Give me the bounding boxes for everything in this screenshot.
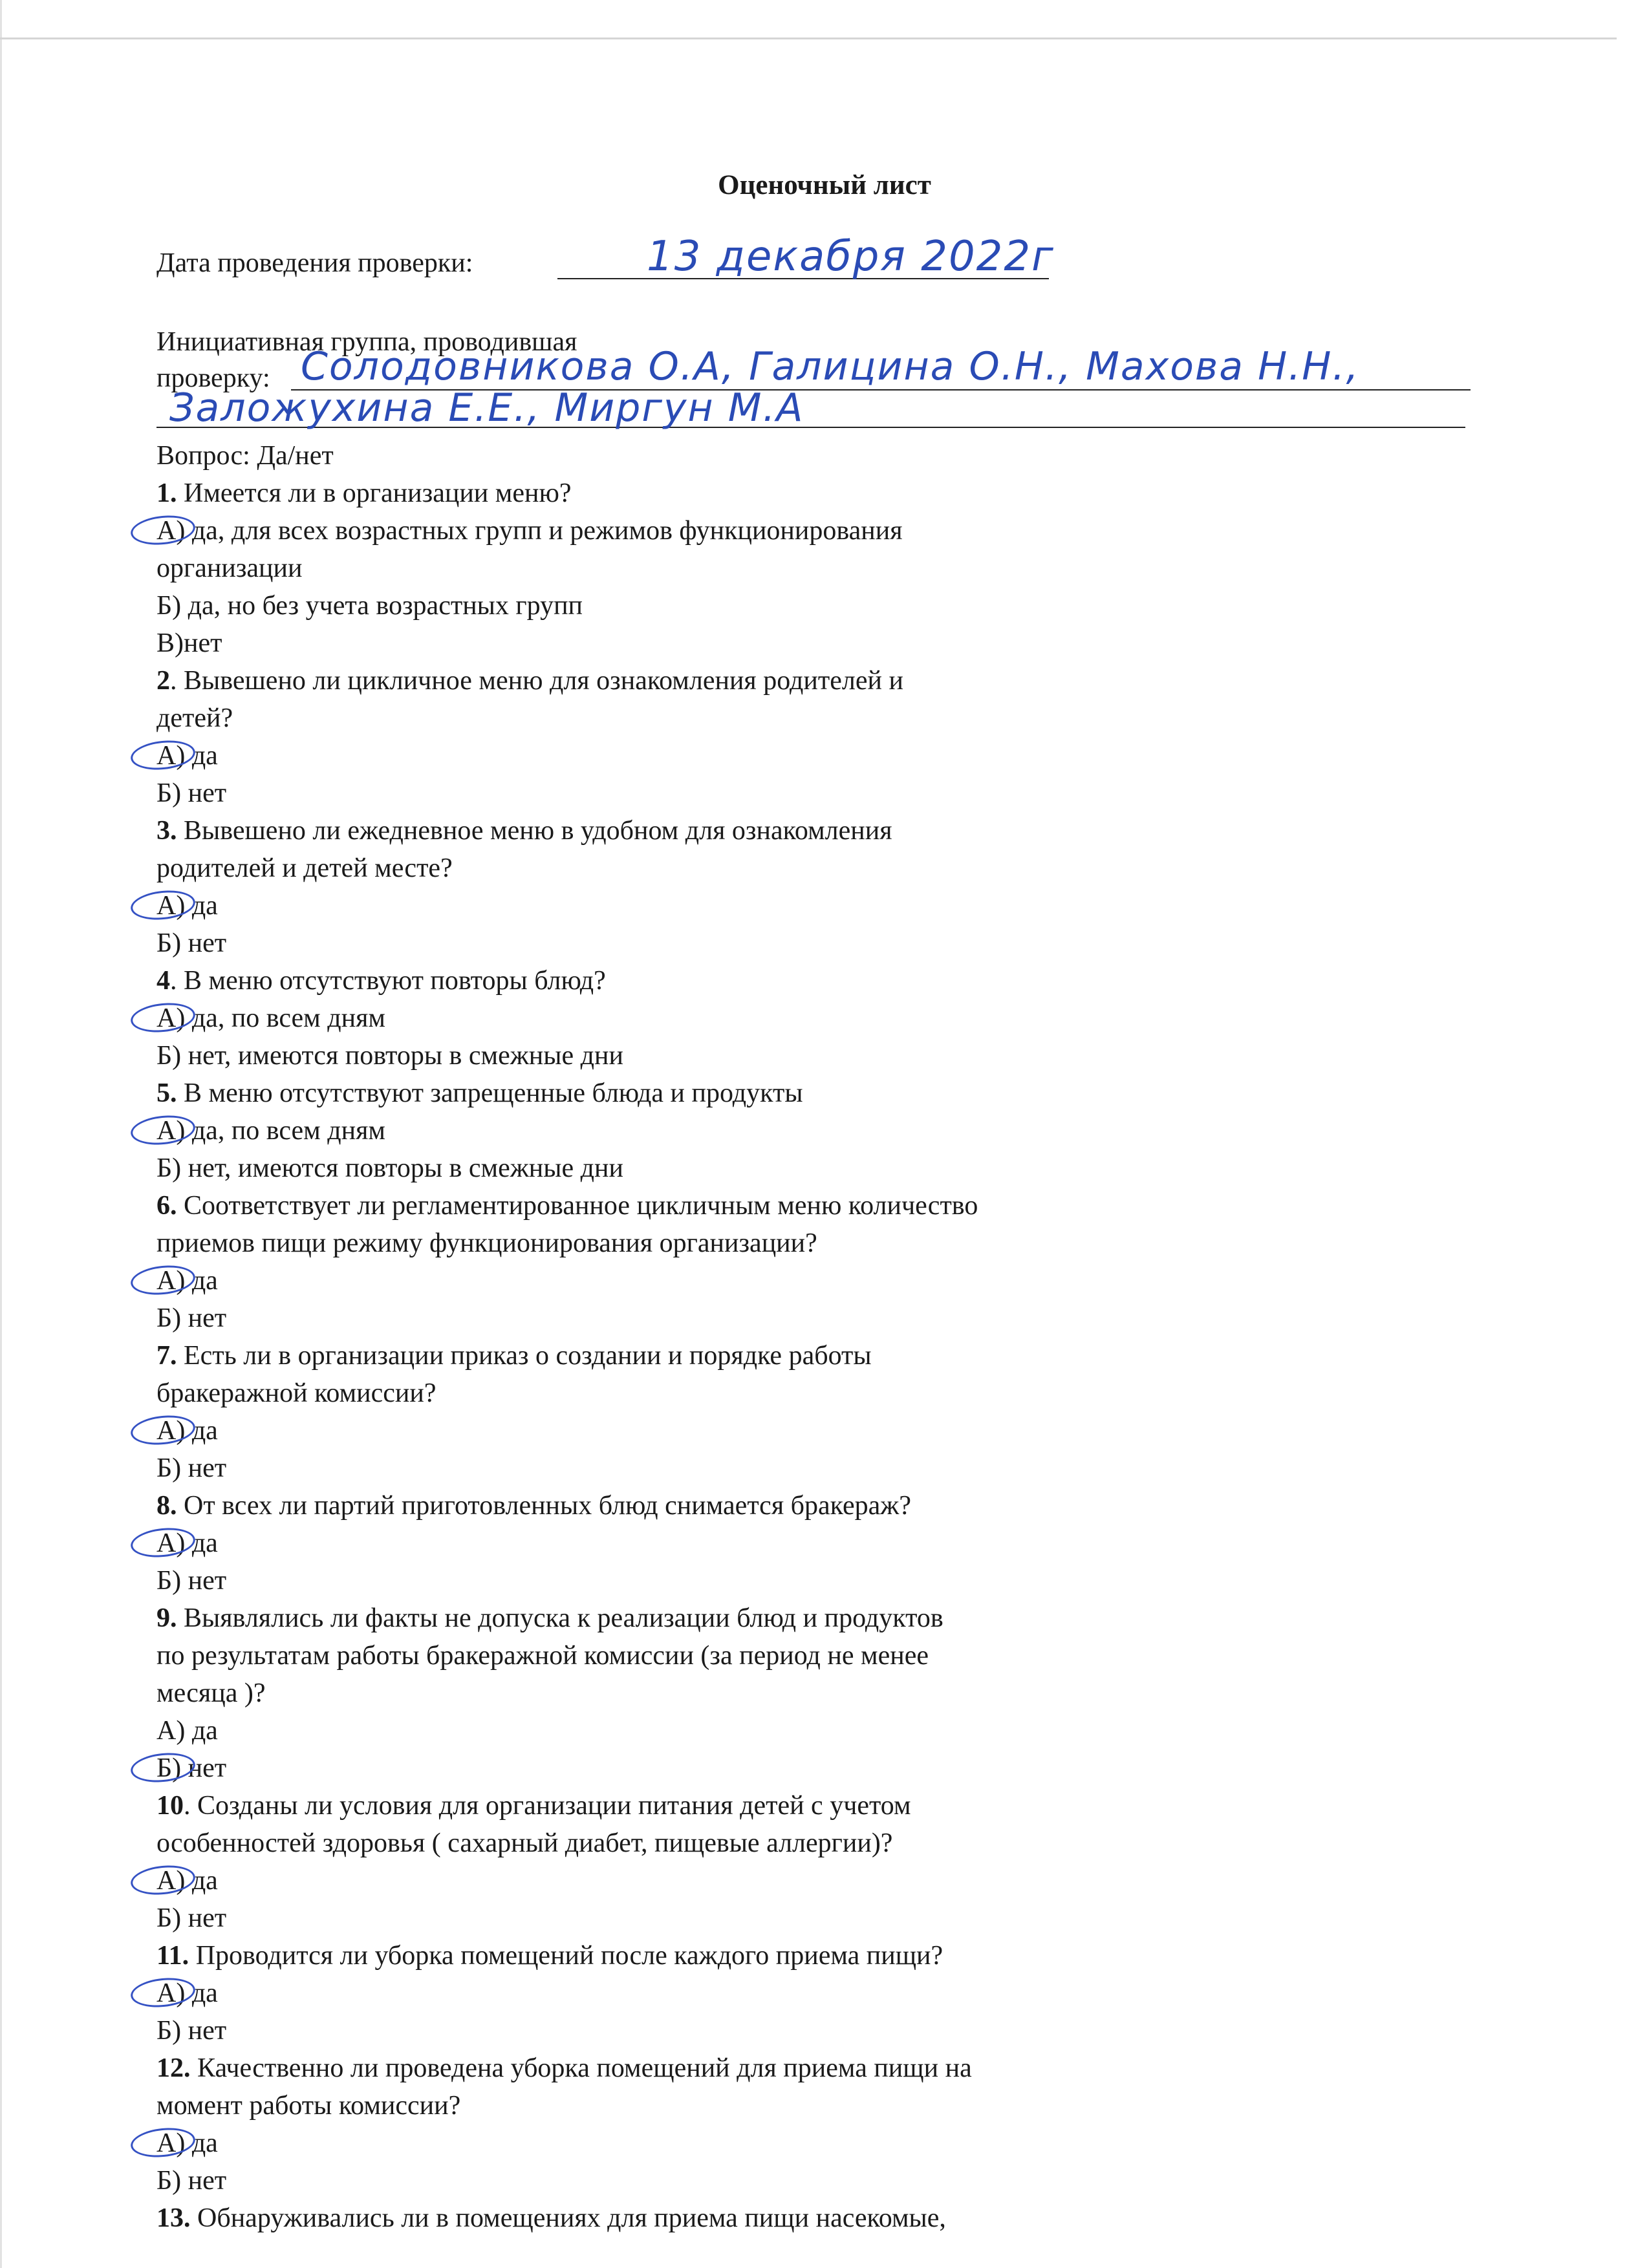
question-number: 12. xyxy=(156,2053,191,2083)
line-text: приемов пищи режиму функционирования организации? xyxy=(156,1228,817,1258)
questionnaire-body xyxy=(156,437,1256,2237)
answer-line xyxy=(156,1150,1256,1187)
answer-line xyxy=(156,625,1256,662)
line-text: организации xyxy=(156,553,303,583)
line-text: Б) нет, имеются повторы в смежные дни xyxy=(156,1041,623,1071)
line-text: А) да xyxy=(156,741,218,771)
answer-line xyxy=(156,1262,1256,1300)
question-number: 11. xyxy=(156,1941,189,1971)
question-line xyxy=(156,1599,1256,1637)
date-label: Дата проведения проверки: xyxy=(156,248,473,278)
date-handwritten: 13 декабря 2022г xyxy=(647,233,1055,281)
line-text: Б) нет xyxy=(156,928,227,958)
line-text: Б) нет, имеются повторы в смежные дни xyxy=(156,1153,623,1183)
question-number: 4 xyxy=(156,966,170,996)
answer-line xyxy=(156,1562,1256,1599)
answer-line xyxy=(156,1300,1256,1337)
line-text: месяца )? xyxy=(156,1678,266,1708)
answer-line xyxy=(156,775,1256,812)
answer-line xyxy=(156,1824,1256,1862)
answer-line xyxy=(156,587,1256,625)
answer-line xyxy=(156,1862,1256,1899)
answer-line xyxy=(156,700,1256,737)
line-text: родителей и детей месте? xyxy=(156,853,453,883)
line-text: А) да xyxy=(156,1716,218,1746)
answer-line xyxy=(156,850,1256,887)
answer-line xyxy=(156,1000,1256,1037)
question-line xyxy=(156,1337,1256,1375)
line-text: Вопрос: Да/нет xyxy=(156,441,334,471)
line-text: особенностей здоровья ( сахарный диабет, пищевые аллергии)? xyxy=(156,1828,893,1858)
document-title: Оценочный лист xyxy=(718,170,931,200)
question-line xyxy=(156,812,1256,850)
line-text: Б) нет xyxy=(156,1303,227,1333)
question-number: 7. xyxy=(156,1341,177,1371)
answer-line xyxy=(156,2012,1256,2049)
line-text: В)нет xyxy=(156,628,222,658)
answer-line xyxy=(156,1112,1256,1150)
question-line xyxy=(156,962,1256,1000)
question-line xyxy=(156,1487,1256,1524)
line-text: А) да xyxy=(156,1266,218,1296)
answer-line xyxy=(156,1225,1256,1262)
question-line xyxy=(156,1075,1256,1112)
answer-line xyxy=(156,1974,1256,2012)
question-line xyxy=(156,1187,1256,1225)
line-text: От всех ли партий приготовленных блюд снимается бракераж? xyxy=(177,1491,911,1521)
question-line xyxy=(156,662,1256,700)
answer-line xyxy=(156,1712,1256,1749)
line-text: Б) нет xyxy=(156,1453,227,1483)
question-line xyxy=(156,1787,1256,1824)
group-handwritten-line1: Солодовникова О.А, Галицина О.Н., Махова Н.Н., xyxy=(301,344,1360,389)
line-text: Б) да, но без учета возрастных групп xyxy=(156,591,583,621)
answer-line xyxy=(156,1375,1256,1412)
line-text: А) да xyxy=(156,1528,218,1558)
line-text: А) да xyxy=(156,891,218,921)
line-text: Б) нет xyxy=(156,1566,227,1596)
group-label-line2: проверку: xyxy=(156,363,270,393)
question-line xyxy=(156,2199,1256,2237)
question-number: 1. xyxy=(156,478,177,508)
answer-line xyxy=(156,887,1256,925)
line-text: по результатам работы бракеражной комиссии (за период не менее xyxy=(156,1641,929,1671)
question-number: 6. xyxy=(156,1191,177,1221)
line-text: Соответствует ли регламентированное цикличным меню количество xyxy=(177,1191,978,1221)
line-text: Б) нет xyxy=(156,2016,227,2046)
line-text: Качественно ли проведена уборка помещений для приема пищи на xyxy=(190,2053,972,2083)
question-number: 5. xyxy=(156,1078,177,1108)
line-text: Б) нет xyxy=(156,1903,227,1933)
line-text: Имеется ли в организации меню? xyxy=(177,478,572,508)
question-number: 8. xyxy=(156,1491,177,1521)
scan-top-edge xyxy=(0,37,1617,39)
answer-line xyxy=(156,1037,1256,1075)
answer-line xyxy=(156,1674,1256,1712)
answer-line xyxy=(156,512,1256,550)
line-text: Б) нет xyxy=(156,1753,227,1783)
group-label-line1: Инициативная группа, проводившая xyxy=(156,327,577,357)
line-text: Есть ли в организации приказ о создании и порядке работы xyxy=(177,1341,872,1371)
question-line xyxy=(156,1937,1256,1974)
line-text: Проводится ли уборка помещений после каждого приема пищи? xyxy=(189,1941,943,1971)
line-text: . Созданы ли условия для организации питания детей с учетом xyxy=(184,1791,911,1821)
line-text: А) да xyxy=(156,2128,218,2158)
line-text: детей? xyxy=(156,703,233,733)
question-number: 2 xyxy=(156,666,170,696)
answer-line xyxy=(156,1524,1256,1562)
question-line xyxy=(156,2049,1256,2087)
answer-line xyxy=(156,1450,1256,1487)
line-text: бракеражной комиссии? xyxy=(156,1378,436,1408)
line-text: А) да xyxy=(156,1416,218,1446)
line-text: В меню отсутствуют запрещенные блюда и продукты xyxy=(177,1078,803,1108)
scan-left-edge xyxy=(0,0,2,2268)
question-number: 13. xyxy=(156,2203,191,2233)
answer-line xyxy=(156,2162,1256,2199)
line-text: Вывешено ли ежедневное меню в удобном для ознакомления xyxy=(177,816,892,846)
line-text: Обнаруживались ли в помещениях для приема пищи насекомые, xyxy=(190,2203,946,2233)
answer-line xyxy=(156,925,1256,962)
line-text: Б) нет xyxy=(156,778,227,808)
answer-line xyxy=(156,1899,1256,1937)
line-text: А) да xyxy=(156,1978,218,2008)
line-text: А) да, по всем дням xyxy=(156,1003,386,1033)
question-line xyxy=(156,475,1256,512)
answer-line xyxy=(156,1412,1256,1450)
line-text: Б) нет xyxy=(156,2166,227,2196)
answer-line xyxy=(156,1637,1256,1674)
line-text: . Вывешено ли цикличное меню для ознакомления родителей и xyxy=(170,666,903,696)
line-text: А) да, для всех возрастных групп и режимов функционирования xyxy=(156,516,903,546)
answer-line xyxy=(156,437,1256,475)
answer-line xyxy=(156,2087,1256,2124)
answer-line xyxy=(156,2124,1256,2162)
question-number: 10 xyxy=(156,1791,184,1821)
line-text: момент работы комиссии? xyxy=(156,2091,461,2121)
line-text: А) да, по всем дням xyxy=(156,1116,386,1146)
answer-line xyxy=(156,737,1256,775)
answer-line xyxy=(156,550,1256,587)
group-handwritten-line2: Заложухина Е.Е., Миргун М.А xyxy=(169,385,804,431)
question-number: 3. xyxy=(156,816,177,846)
question-number: 9. xyxy=(156,1603,177,1633)
line-text: А) да xyxy=(156,1866,218,1896)
line-text: . В меню отсутствуют повторы блюд? xyxy=(170,966,606,996)
line-text: Выявлялись ли факты не допуска к реализации блюд и продуктов xyxy=(177,1603,943,1633)
answer-line xyxy=(156,1749,1256,1787)
